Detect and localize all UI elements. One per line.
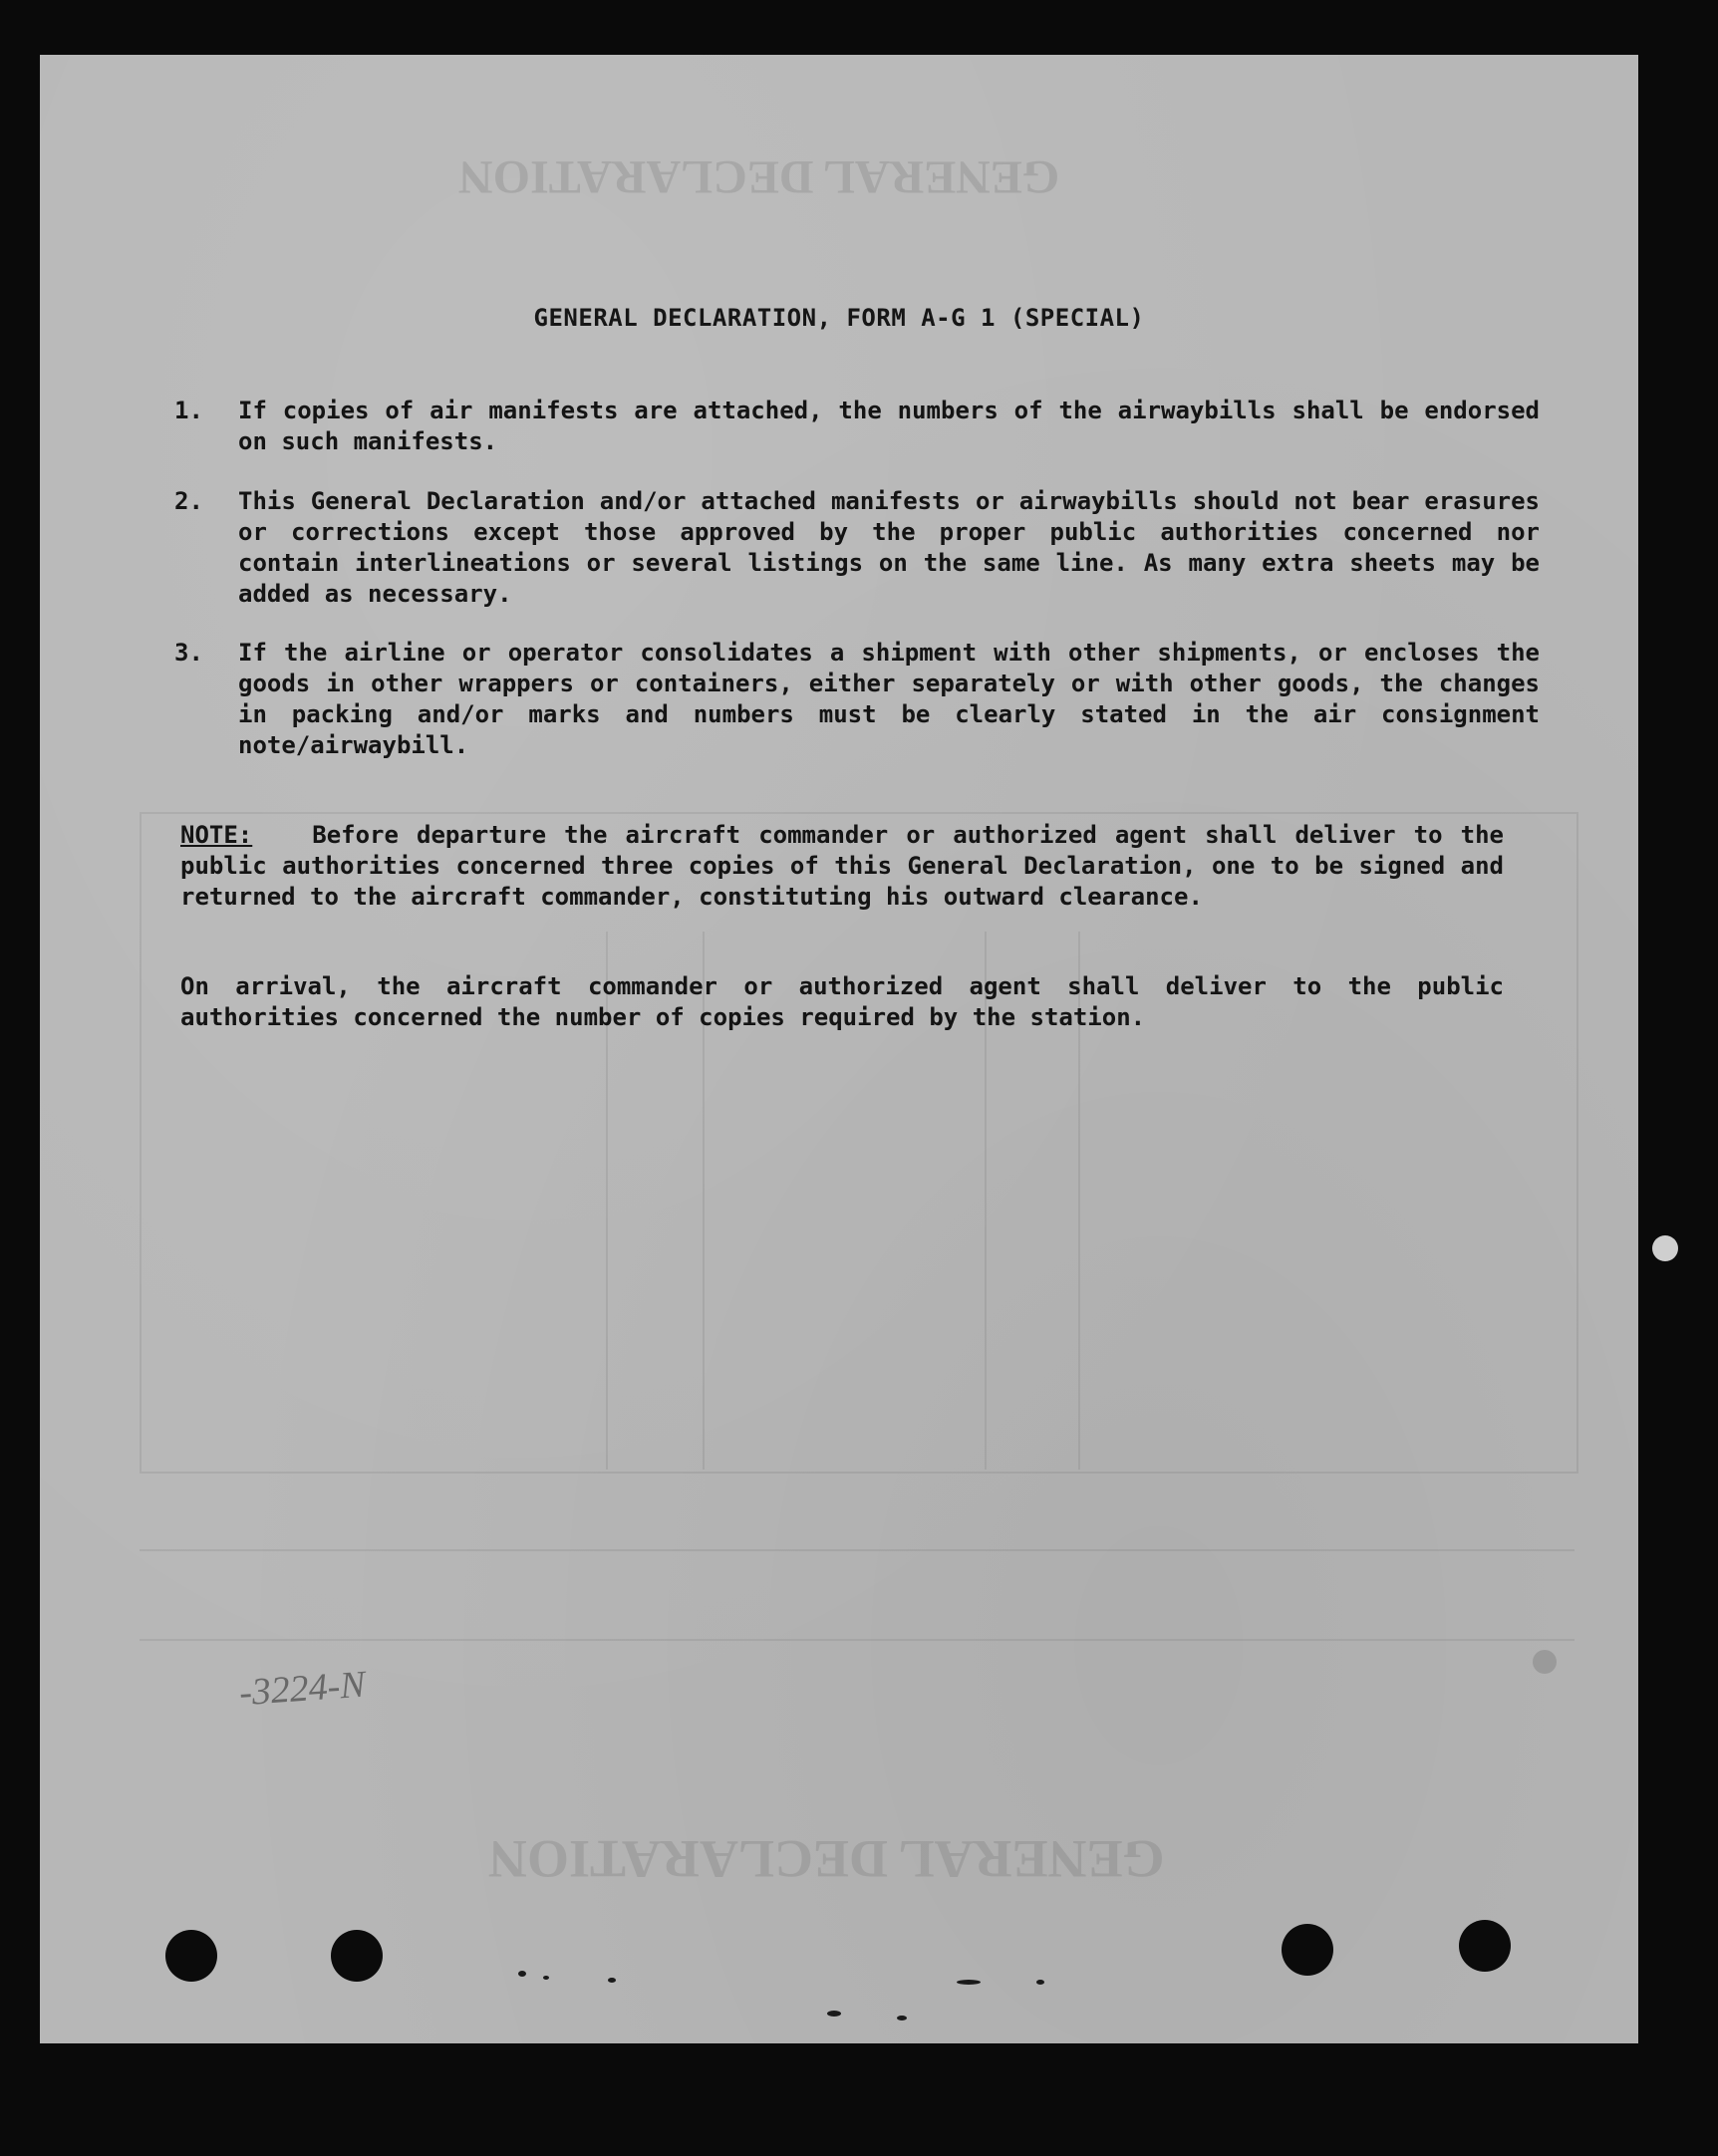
item-text: If copies of air manifests are attached, the numbers of the airwaybills shall be endorsed on such manifests. xyxy=(238,397,1540,455)
arrival-paragraph: On arrival, the aircraft commander or authorized agent shall deliver to the public authorities concerned the number of copies required by the station. xyxy=(180,972,1504,1031)
instruction-item-1 xyxy=(174,396,1540,457)
handwritten-annotation: -3224-N xyxy=(237,1663,367,1715)
note-label: NOTE: xyxy=(180,821,253,849)
item-number: 3. xyxy=(174,639,203,667)
note-text: Before departure the aircraft commander or authorized agent shall deliver to the public authorities concerned three copies of this General Declaration, one to be signed and returned to the aircraft commander, constituting his outward clearance. xyxy=(180,821,1504,911)
item-text: This General Declaration and/or attached manifests or airwaybills should not bear erasures or corrections except those approved by the proper public authorities concerned nor contain interlineations or several listings on the same line. As many extra sheets may be added as necessary. xyxy=(238,487,1540,608)
item-number: 1. xyxy=(174,397,203,424)
page-title: GENERAL DECLARATION, FORM A-G 1 (SPECIAL) xyxy=(533,304,1145,332)
instruction-item-2 xyxy=(174,486,1540,610)
edge-blemish xyxy=(1652,1235,1678,1261)
bleed-through-heading: GENERAL DECLARATION xyxy=(458,150,1060,203)
edge-blemish xyxy=(1533,1650,1557,1674)
instruction-item-3 xyxy=(174,638,1540,761)
punch-hole xyxy=(1459,1920,1511,1972)
punch-hole xyxy=(331,1930,383,1982)
item-number: 2. xyxy=(174,487,203,515)
document-page xyxy=(40,55,1638,2043)
item-text: If the airline or operator consolidates a shipment with other shipments, or encloses the goods in other wrappers or containers, either separately or with other goods, the changes in packing and/or marks and numbers must be clearly stated in the air consignment note/airwaybill. xyxy=(238,639,1540,759)
bleed-through-heading-lower: GENERAL DECLARATION xyxy=(488,1829,1165,1889)
punch-hole xyxy=(165,1930,217,1982)
note-paragraph xyxy=(180,820,1504,913)
punch-hole xyxy=(1282,1924,1333,1976)
